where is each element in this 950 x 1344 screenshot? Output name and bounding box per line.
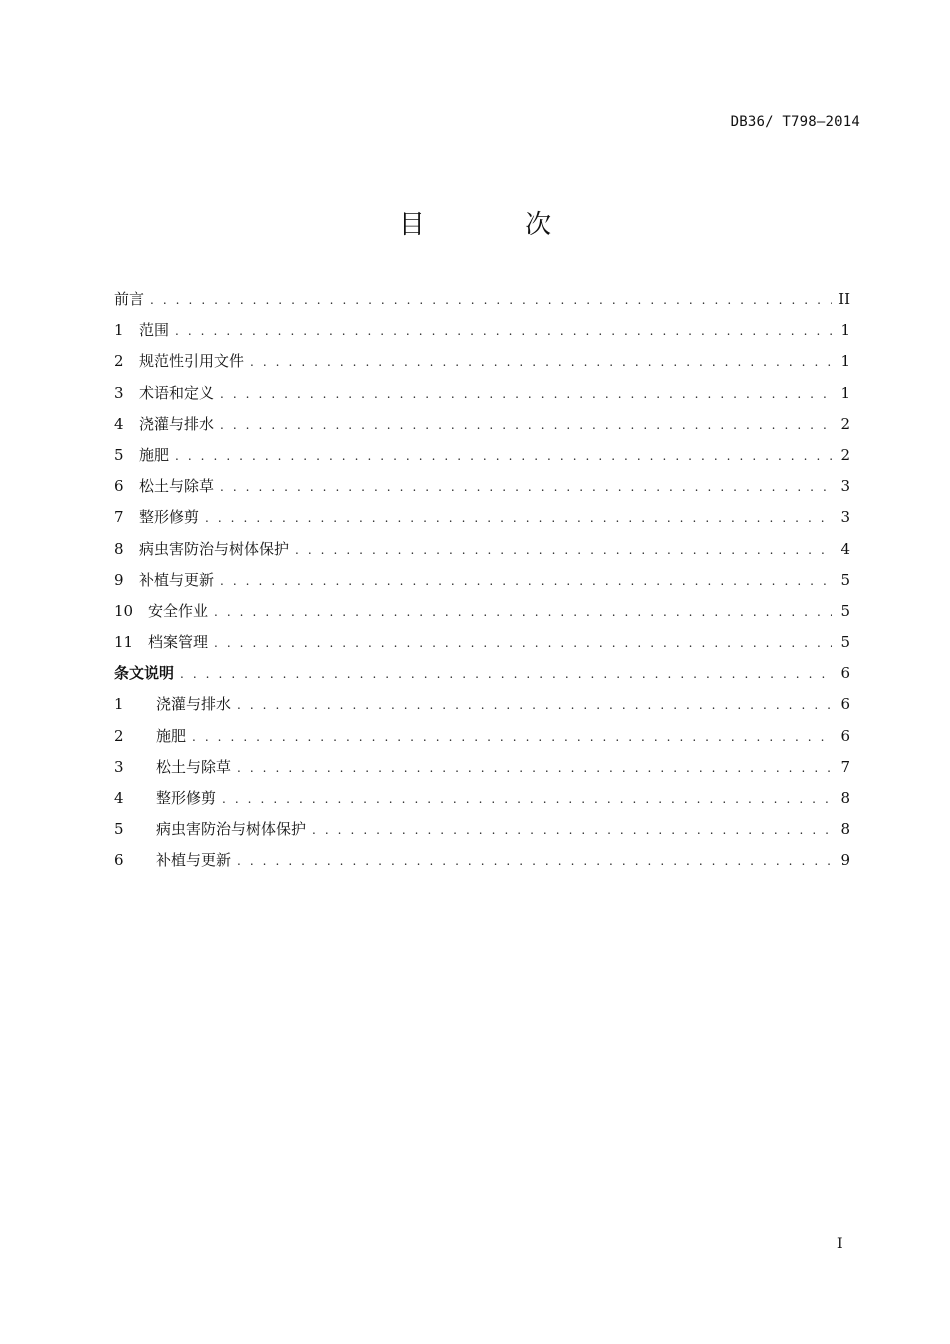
toc-leader-dots [214,597,832,628]
toc-entry-page: 7 [840,757,850,776]
toc-entry-irrigation-drainage[interactable] [114,409,850,440]
toc-entry-page: 1 [840,383,850,402]
toc-entry-terms-definitions[interactable] [114,378,850,409]
toc-leader-dots [250,347,832,378]
toc-entry-label: 术语和定义 [139,383,215,402]
toc-entry-pruning[interactable] [114,502,850,533]
toc-entry-label: 安全作业 [148,601,209,620]
page-title: 目 次 [398,210,598,240]
toc-entry-foreword[interactable] [114,284,850,315]
toc-entry-page: 2 [840,414,850,433]
toc-entry-label: 范围 [139,321,170,340]
toc-entry-label: 浇灌与排水 [156,695,232,714]
toc-leader-dots [205,503,832,534]
toc-entry-replanting[interactable] [114,565,850,596]
toc-entry-page: 8 [840,789,850,807]
toc-subentry-replanting[interactable] [114,845,850,876]
toc-entry-number: 6 [114,851,124,870]
toc-entry-number: 2 [114,726,124,745]
toc-entry-number: 6 [114,477,124,496]
toc-entry-page: 5 [840,601,850,620]
toc-entry-normative-references[interactable] [114,346,850,377]
toc-entry-page: 1 [840,352,850,371]
standard-code: DB36/ T798—2014 [730,114,860,130]
toc-entry-label: 病虫害防治与树体保护 [139,539,290,558]
page-number: I [837,1236,843,1252]
toc-leader-dots [214,628,832,659]
toc-leader-dots [312,815,832,846]
toc-entry-label: 松土与除草 [139,477,215,496]
toc-entry-label: 施肥 [156,726,187,745]
toc-entry-number: 9 [114,570,124,589]
toc-entry-label: 补植与更新 [139,570,215,589]
toc-entry-scope[interactable] [114,315,850,346]
toc-entry-fertilization[interactable] [114,440,850,471]
toc-entry-number: 7 [114,508,124,527]
toc-entry-number: 2 [114,352,124,371]
toc-leader-dots [237,753,832,784]
toc-subentry-loosening-weeding[interactable] [114,752,850,783]
toc-entry-page: 6 [840,726,850,745]
toc-entry-page: 9 [840,851,850,870]
toc-leader-dots [222,784,832,815]
toc-entry-number: 4 [114,414,124,433]
toc-entry-pest-control[interactable] [114,534,850,565]
toc-entry-number: 8 [114,539,124,558]
toc-entry-number: 10 [114,601,134,620]
toc-subentry-irrigation-drainage[interactable] [114,689,850,720]
toc-leader-dots [237,846,832,877]
toc-entry-page: 6 [840,664,850,683]
toc-entry-label: 浇灌与排水 [139,414,215,433]
toc-entry-page: 8 [840,820,850,839]
toc-entry-safe-operation[interactable] [114,596,850,627]
toc-leader-dots [175,441,832,472]
toc-entry-number: 5 [114,820,124,839]
toc-entry-page: 1 [840,321,850,340]
toc-entry-page: II [838,290,850,308]
toc-leader-dots [237,690,832,721]
toc-leader-dots [150,285,832,316]
toc-leader-dots [220,566,832,597]
toc-entry-page: 3 [840,477,850,496]
toc-leader-dots [295,535,832,566]
toc-entry-page: 2 [840,445,850,464]
toc-entry-number: 3 [114,383,124,402]
toc-entry-label: 施肥 [139,445,170,464]
toc-entry-label: 条文说明 [114,664,175,683]
toc-entry-page: 5 [840,570,850,589]
toc-entry-label: 整形修剪 [156,789,217,807]
toc-entry-number: 1 [114,321,124,340]
toc-entry-label: 档案管理 [148,633,209,652]
toc-entry-page: 3 [840,508,850,527]
toc-leader-dots [192,722,832,753]
toc-entry-number: 4 [114,789,124,807]
toc-entry-label: 前言 [114,290,145,308]
toc-entry-page: 6 [840,695,850,714]
toc-entry-page: 4 [840,539,850,558]
toc-entry-number: 11 [114,633,134,652]
toc-entry-label: 整形修剪 [139,508,200,527]
toc-entry-page: 5 [840,633,850,652]
toc-entry-label: 松土与除草 [156,757,232,776]
toc-entry-loosening-weeding[interactable] [114,471,850,502]
table-of-contents [114,284,850,877]
toc-entry-number: 3 [114,757,124,776]
toc-leader-dots [220,472,832,503]
toc-entry-label: 补植与更新 [156,851,232,870]
toc-subentry-pruning[interactable] [114,783,850,814]
toc-subentry-pest-control[interactable] [114,814,850,845]
toc-entry-archive-management[interactable] [114,627,850,658]
toc-entry-clause-explanation[interactable] [114,658,850,689]
toc-entry-number: 1 [114,695,124,714]
toc-entry-label: 病虫害防治与树体保护 [156,820,307,839]
toc-leader-dots [220,379,832,410]
toc-leader-dots [220,410,832,441]
toc-subentry-fertilization[interactable] [114,721,850,752]
toc-leader-dots [180,659,832,690]
toc-entry-label: 规范性引用文件 [139,352,245,371]
toc-leader-dots [175,316,832,347]
toc-entry-number: 5 [114,445,124,464]
